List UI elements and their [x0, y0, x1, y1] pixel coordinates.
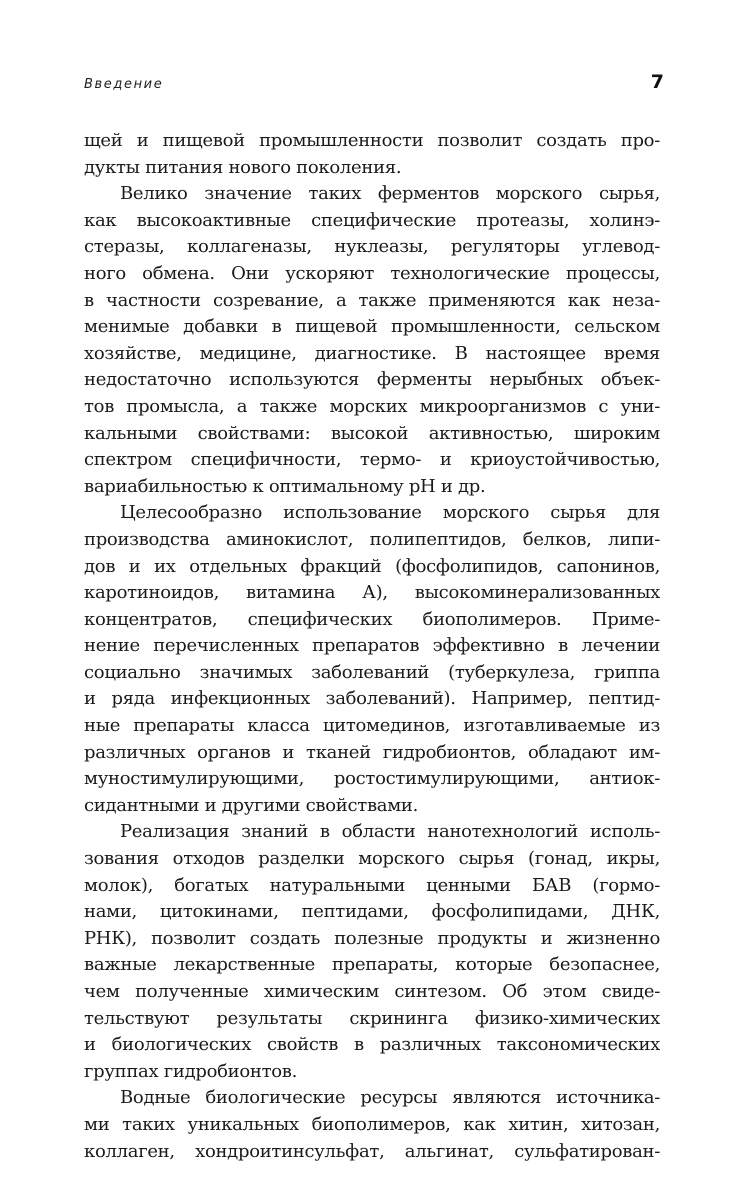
text-line: коллаген, хондроитинсульфат, альгинат, сульфатирован-	[84, 1140, 660, 1162]
text-line: нами, цитокинами, пептидами, фосфолипидами, ДНК,	[84, 901, 660, 923]
text-line: дов и их отдельных фракций (фосфолипидов, сапонинов,	[84, 555, 660, 577]
text-line: в частности созревание, а также применяются как неза-	[84, 289, 660, 311]
text-line: важные лекарственные препараты, которые безопаснее,	[84, 954, 660, 976]
text-line: социально значимых заболеваний (туберкулеза, гриппа	[84, 661, 660, 683]
paragraph	[84, 128, 660, 181]
text-line: вариабильностью к оптимальному pH и др.	[84, 475, 486, 497]
text-line: различных органов и тканей гидробионтов, обладают им-	[84, 741, 660, 763]
text-line: стеразы, коллагеназы, нуклеазы, регуляторы углевод-	[84, 236, 660, 258]
text-line: каротиноидов, витамина А), высокоминерализованных	[84, 582, 660, 604]
text-line: щей и пищевой промышленности позволит создать про-	[84, 130, 660, 151]
text-line: Водные биологические ресурсы являются источника-	[120, 1087, 660, 1109]
page-number: 7	[650, 71, 664, 93]
text-line: недостаточно используются ферменты нерыбных объек-	[84, 369, 660, 391]
text-line: производства аминокислот, полипептидов, белков, липи-	[84, 528, 660, 550]
text-line: и ряда инфекционных заболеваний). Например, пептид-	[84, 688, 660, 710]
text-line: ные препараты класса цитомединов, изготавливаемые из	[84, 715, 660, 737]
text-line: Реализация знаний в области нанотехнологий исполь-	[120, 821, 660, 843]
text-line: Велико значение таких ферментов морского сырья,	[120, 183, 660, 205]
text-line: тельствуют результаты скрининга физико-химических	[84, 1007, 660, 1029]
text-line: сидантными и другими свойствами.	[84, 794, 419, 816]
text-line: хозяйстве, медицине, диагностике. В настоящее время	[84, 342, 660, 364]
text-line: зования отходов разделки морского сырья (гонад, икры,	[84, 848, 660, 870]
body-text	[84, 128, 660, 1165]
text-line: кальными свойствами: высокой активностью, широким	[84, 422, 660, 444]
text-line: молок), богатых натуральными ценными БАВ (гормо-	[84, 874, 660, 896]
running-head-section-title: Введение	[84, 77, 164, 92]
text-line: и биологических свойств в различных таксономических	[84, 1034, 660, 1056]
text-line: концентратов, специфических биополимеров. Приме-	[84, 608, 660, 630]
paragraph	[84, 500, 660, 819]
text-line: как высокоактивные специфические протеазы, холинэ-	[84, 209, 660, 231]
text-line: группах гидробионтов.	[84, 1060, 298, 1082]
text-line: ми таких уникальных биополимеров, как хитин, хитозан,	[84, 1113, 660, 1135]
text-line: ного обмена. Они ускоряют технологические процессы,	[84, 262, 660, 284]
text-line: РНК), позволит создать полезные продукты и жизненно	[84, 927, 660, 949]
text-line: Целесообразно использование морского сырья для	[120, 502, 660, 524]
text-line: спектром специфичности, термо- и криоустойчивостью,	[84, 449, 660, 471]
text-line: дукты питания нового поколения.	[84, 156, 402, 178]
text-line: тов промысла, а также морских микроорганизмов с уни-	[84, 395, 660, 417]
paragraph	[84, 819, 660, 1085]
paragraph	[84, 1085, 660, 1165]
text-line: нение перечисленных препаратов эффективно в лечении	[84, 635, 660, 657]
text-line: муностимулирующими, ростостимулирующими, антиок-	[84, 768, 660, 790]
text-line: менимые добавки в пищевой промышленности, сельском	[84, 316, 660, 338]
paragraph	[84, 181, 660, 500]
text-line: чем полученные химическим синтезом. Об этом свиде-	[84, 981, 660, 1002]
